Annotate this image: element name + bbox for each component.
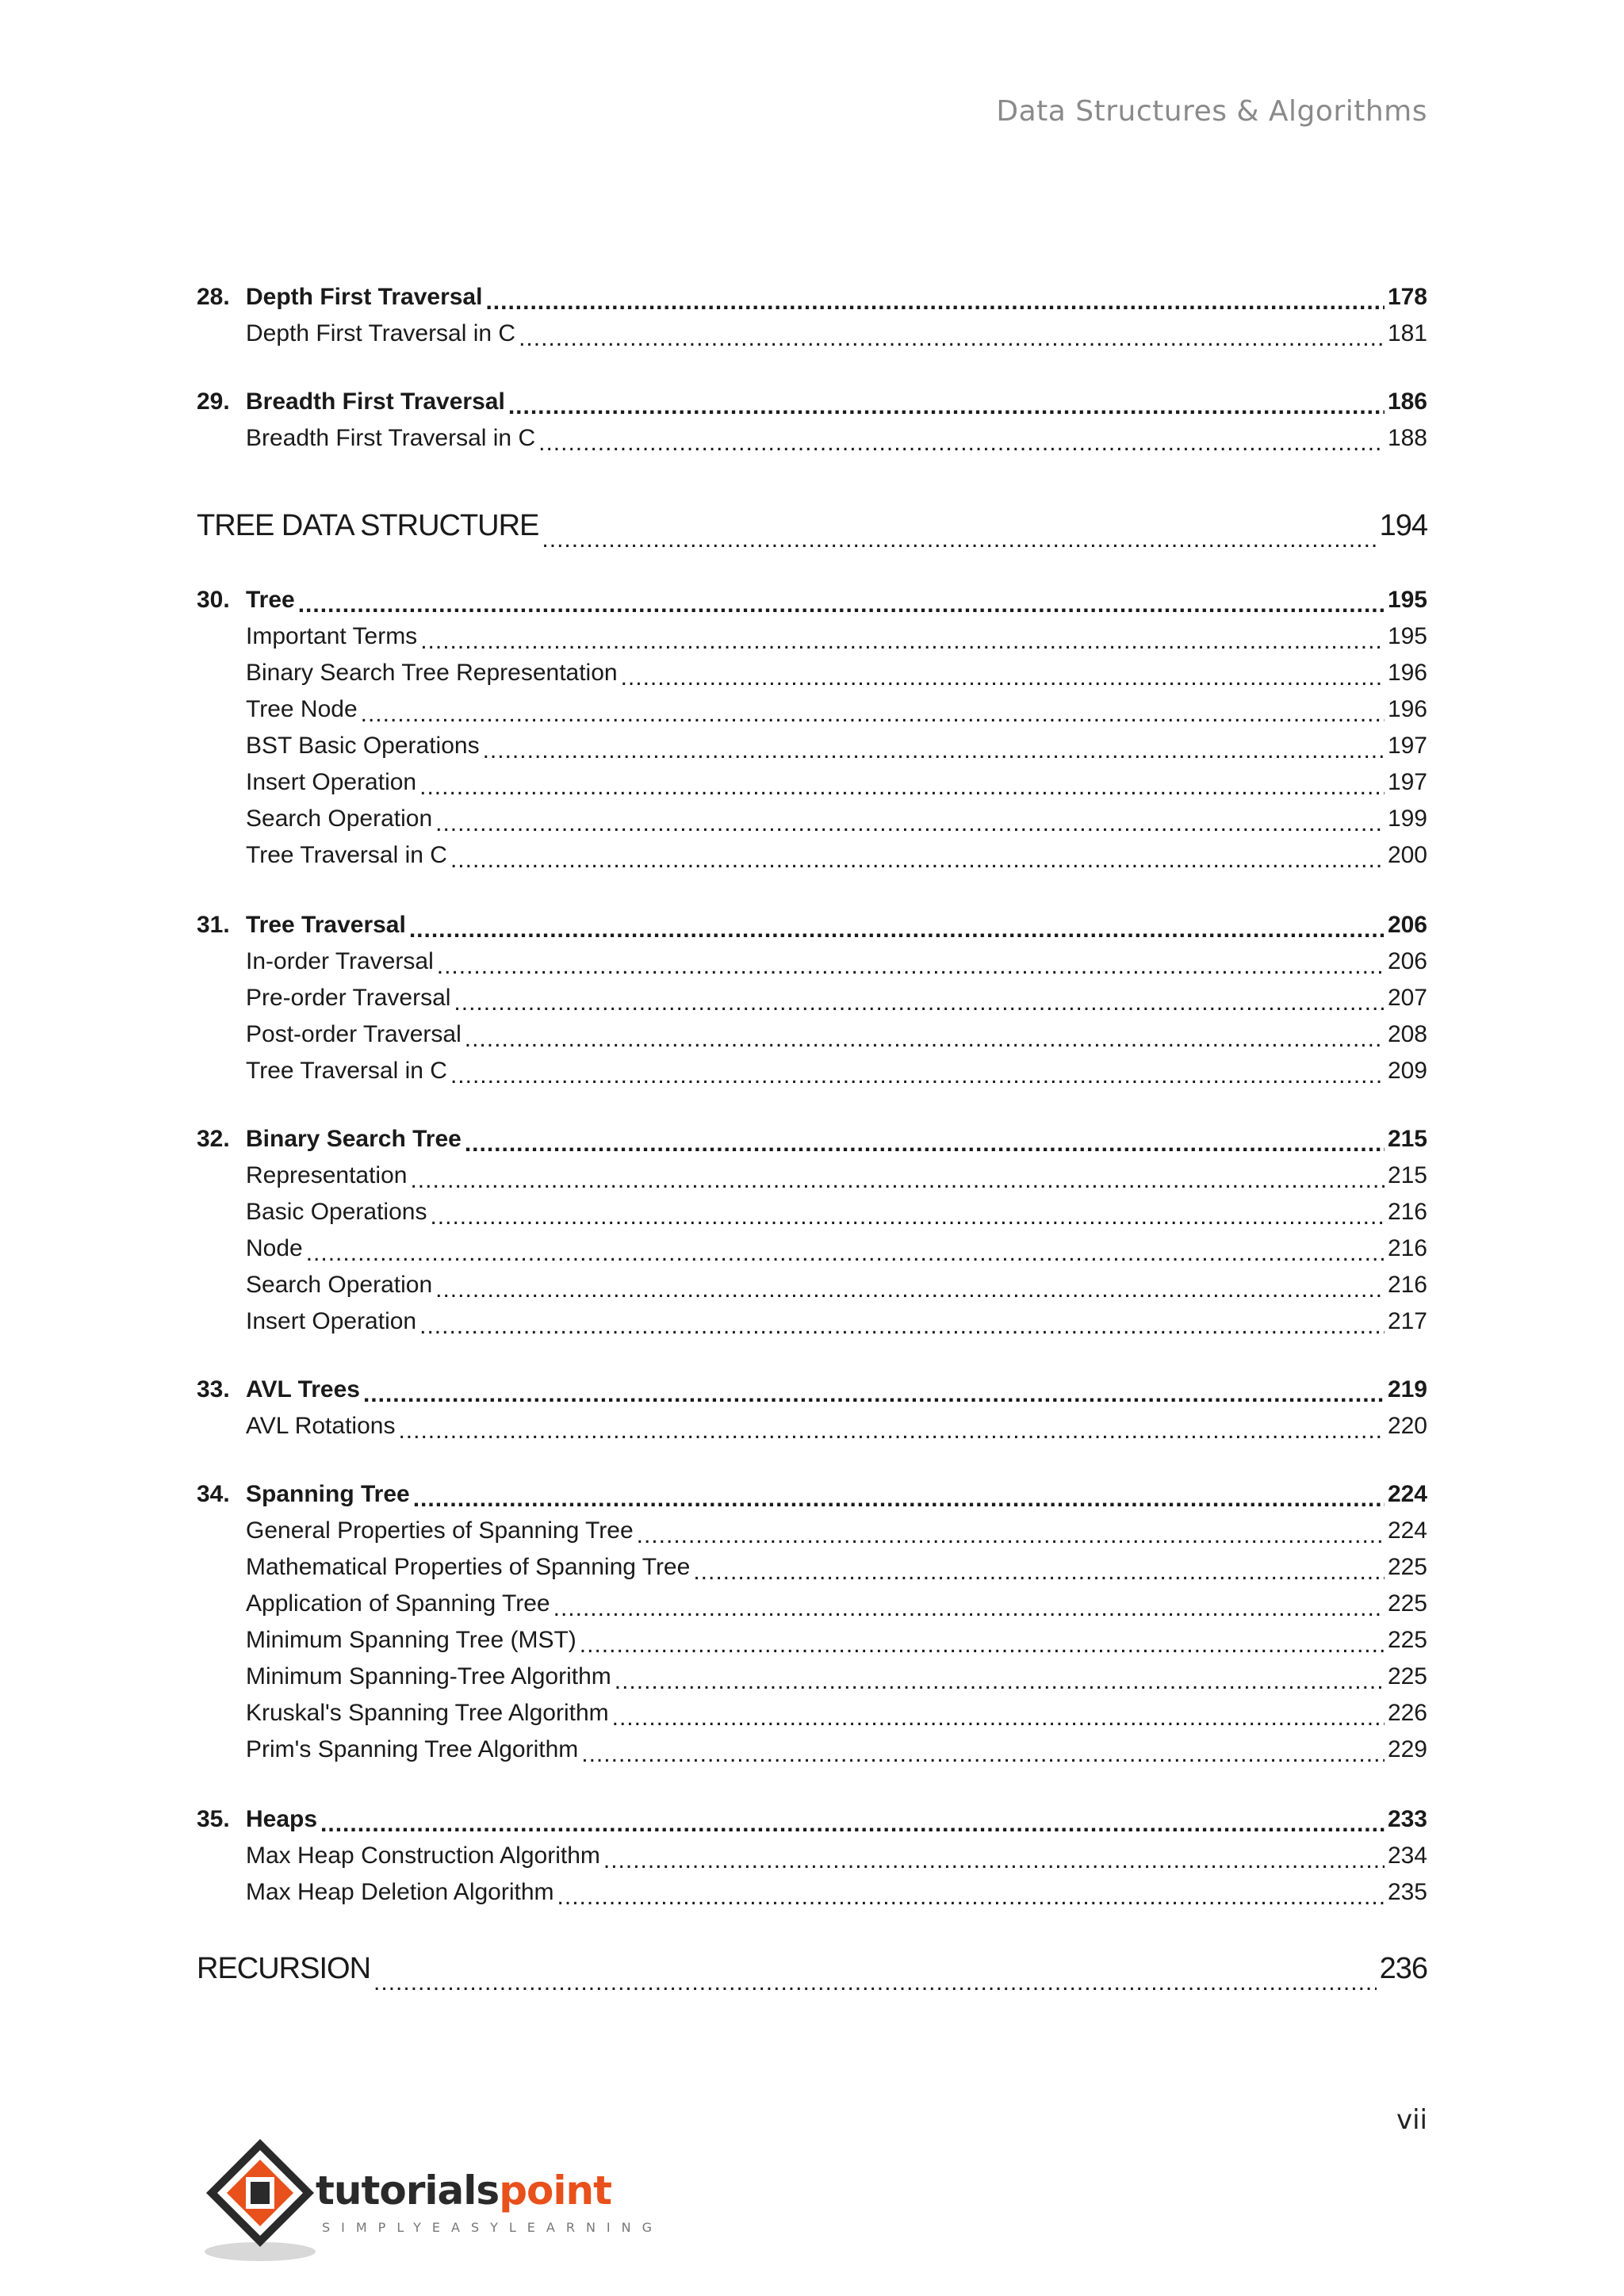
toc-entry-title: Insert Operation (246, 1308, 417, 1334)
toc-chapter-entry[interactable] (197, 587, 1427, 618)
toc-dot-leader (363, 1384, 1385, 1408)
toc-page-number: 196 (1387, 660, 1427, 686)
toc-page-number: 229 (1387, 1736, 1427, 1762)
toc-entry-title: Depth First Traversal (246, 284, 483, 310)
toc-entry-title: Spanning Tree (246, 1481, 410, 1507)
toc-page-number: 235 (1387, 1879, 1427, 1905)
toc-entry-title: Pre-order Traversal (246, 985, 451, 1011)
toc-dot-leader (420, 631, 1385, 655)
toc-entry-title: Depth First Traversal in C (246, 320, 516, 346)
toc-section-entry[interactable] (197, 948, 1427, 980)
toc-page-number: 215 (1387, 1126, 1427, 1152)
toc-page-number: 216 (1387, 1272, 1427, 1298)
toc-section-entry[interactable] (197, 1199, 1427, 1230)
toc-part-entry[interactable] (197, 1952, 1427, 1996)
toc-page-number: 188 (1387, 425, 1427, 451)
toc-entry-title: Search Operation (246, 806, 433, 832)
toc-section-entry[interactable] (197, 985, 1427, 1016)
toc-section-entry[interactable] (197, 1413, 1427, 1445)
toc-dot-leader (454, 993, 1385, 1016)
toc-page-number: 178 (1387, 284, 1427, 310)
toc-entry-title: Post-order Traversal (246, 1021, 462, 1047)
toc-entry-title: Application of Spanning Tree (246, 1590, 550, 1617)
toc-dot-leader (437, 956, 1385, 980)
toc-page-number: 195 (1387, 587, 1427, 613)
toc-dot-leader (581, 1744, 1385, 1768)
toc-entry-title: Representation (246, 1162, 408, 1188)
toc-entry-title: Tree Node (246, 696, 358, 722)
toc-entry-title: Node (246, 1235, 303, 1261)
toc-section-entry[interactable] (197, 623, 1427, 655)
toc-entry-title: Binary Search Tree (246, 1126, 462, 1152)
toc-page-number: 224 (1387, 1517, 1427, 1544)
toc-dot-leader (435, 1280, 1385, 1303)
toc-entry-title: In-order Traversal (246, 948, 434, 974)
toc-page-number: 216 (1387, 1199, 1427, 1225)
toc-entry-title: Max Heap Construction Algorithm (246, 1843, 600, 1869)
toc-page-number: 225 (1387, 1590, 1427, 1617)
toc-page-number: 208 (1387, 1021, 1427, 1047)
toc-section-entry[interactable] (197, 733, 1427, 764)
toc-dot-leader (483, 740, 1385, 764)
toc-page-number: 225 (1387, 1627, 1427, 1653)
toc-dot-leader (580, 1635, 1385, 1659)
toc-section-entry[interactable] (197, 1627, 1427, 1659)
toc-dot-leader (409, 920, 1385, 943)
toc-page-number: 197 (1387, 769, 1427, 795)
tutorialspoint-logo (197, 2133, 664, 2267)
toc-dot-leader (693, 1562, 1385, 1586)
toc-entry-title: Minimum Spanning-Tree Algorithm (246, 1663, 611, 1689)
toc-dot-leader (419, 777, 1385, 801)
toc-section-entry[interactable] (197, 1554, 1427, 1586)
toc-dot-leader (435, 813, 1385, 837)
toc-chapter-entry[interactable] (197, 912, 1427, 943)
toc-dot-leader (603, 1850, 1385, 1874)
toc-entry-title: Tree Traversal in C (246, 1058, 447, 1084)
toc-dot-leader (450, 850, 1385, 874)
toc-page-number: 220 (1387, 1413, 1427, 1439)
toc-section-entry[interactable] (197, 660, 1427, 691)
toc-section-entry[interactable] (197, 425, 1427, 457)
toc-part-entry[interactable] (197, 509, 1427, 553)
toc-section-entry[interactable] (197, 320, 1427, 352)
toc-section-entry[interactable] (197, 1021, 1427, 1053)
toc-chapter-number: 33. (197, 1376, 230, 1402)
toc-section-entry[interactable] (197, 1517, 1427, 1549)
toc-page-number: 226 (1387, 1700, 1427, 1726)
toc-page-number: 225 (1387, 1554, 1427, 1580)
toc-dot-leader (637, 1525, 1385, 1549)
toc-dot-leader (373, 1966, 1377, 1996)
toc-dot-leader (398, 1421, 1385, 1445)
toc-page-number: 219 (1387, 1376, 1427, 1402)
toc-page-number: 200 (1387, 842, 1427, 868)
toc-entry-title: Heaps (246, 1806, 318, 1832)
toc-dot-leader (410, 1170, 1384, 1194)
toc-page-number: 186 (1387, 388, 1427, 415)
toc-dot-leader (485, 292, 1384, 316)
toc-page-number: 181 (1387, 320, 1427, 346)
toc-dot-leader (553, 1598, 1385, 1622)
toc-chapter-number: 28. (197, 284, 230, 310)
toc-dot-leader (557, 1887, 1385, 1911)
toc-page-number: 199 (1387, 806, 1427, 832)
page-number: vii (1396, 2104, 1427, 2136)
toc-entry-title: Prim's Spanning Tree Algorithm (246, 1736, 579, 1762)
toc-section-entry[interactable] (197, 806, 1427, 837)
logo-tagline: SIMPLYEASYLEARNING (322, 2220, 664, 2235)
toc-page-number: 207 (1387, 985, 1427, 1011)
toc-dot-leader (306, 1243, 1385, 1267)
toc-chapter-entry[interactable] (197, 284, 1427, 316)
toc-section-entry[interactable] (197, 1843, 1427, 1874)
toc-page-number: 197 (1387, 733, 1427, 759)
toc-page-number: 194 (1379, 509, 1427, 542)
toc-chapter-entry[interactable] (197, 1806, 1427, 1838)
toc-section-entry[interactable] (197, 696, 1427, 728)
toc-chapter-entry[interactable] (197, 1376, 1427, 1408)
toc-entry-title: Basic Operations (246, 1199, 427, 1225)
toc-section-entry[interactable] (197, 1058, 1427, 1089)
toc-section-entry[interactable] (197, 842, 1427, 874)
toc-dot-leader (413, 1489, 1385, 1513)
toc-entry-title: Breadth First Traversal in C (246, 425, 536, 451)
toc-page-number: 206 (1387, 948, 1427, 974)
toc-page-number: 236 (1379, 1952, 1427, 1985)
toc-section-entry[interactable] (197, 1663, 1427, 1695)
toc-section-entry[interactable] (197, 1235, 1427, 1267)
toc-section-entry[interactable] (197, 1879, 1427, 1911)
toc-chapter-number: 29. (197, 388, 230, 415)
toc-entry-title: AVL Rotations (246, 1413, 396, 1439)
toc-chapter-entry[interactable] (197, 1126, 1427, 1158)
toc-page-number: 224 (1387, 1481, 1427, 1507)
toc-entry-title: Search Operation (246, 1272, 433, 1298)
toc-section-entry[interactable] (197, 769, 1427, 801)
toc-entry-title: General Properties of Spanning Tree (246, 1517, 634, 1544)
toc-entry-title: Minimum Spanning Tree (MST) (246, 1627, 576, 1653)
toc-page-number: 216 (1387, 1235, 1427, 1261)
toc-section-entry[interactable] (197, 1272, 1427, 1303)
toc-chapter-number: 31. (197, 912, 230, 938)
toc-dot-leader (465, 1029, 1385, 1053)
toc-entry-title: Tree Traversal in C (246, 842, 447, 868)
toc-dot-leader (320, 1814, 1385, 1838)
toc-dot-leader (615, 1671, 1385, 1695)
toc-chapter-number: 35. (197, 1806, 230, 1832)
toc-page-number: 196 (1387, 696, 1427, 722)
toc-chapter-number: 30. (197, 587, 230, 613)
toc-section-entry[interactable] (197, 1736, 1427, 1768)
toc-dot-leader (465, 1134, 1385, 1158)
toc-entry-title: Tree (246, 587, 295, 613)
toc-entry-title: Binary Search Tree Representation (246, 660, 618, 686)
toc-dot-leader (542, 523, 1376, 553)
toc-entry-title: Mathematical Properties of Spanning Tree (246, 1554, 691, 1580)
toc-entry-title: Important Terms (246, 623, 418, 649)
logo-mark-icon (197, 2133, 324, 2267)
toc-dot-leader (538, 433, 1385, 457)
toc-chapter-number: 32. (197, 1126, 230, 1152)
toc-chapter-entry[interactable] (197, 388, 1427, 420)
toc-section-entry[interactable] (197, 1700, 1427, 1732)
toc-page-number: 195 (1387, 623, 1427, 649)
toc-entry-title: RECURSION (197, 1952, 371, 1985)
toc-chapter-number: 34. (197, 1481, 230, 1507)
toc-entry-title: Tree Traversal (246, 912, 406, 938)
toc-chapter-entry[interactable] (197, 1481, 1427, 1513)
toc-section-entry[interactable] (197, 1590, 1427, 1622)
toc-section-entry[interactable] (197, 1308, 1427, 1340)
toc-section-entry[interactable] (197, 1162, 1427, 1194)
toc-page-number: 215 (1387, 1162, 1427, 1188)
toc-entry-title: Breadth First Traversal (246, 388, 505, 415)
toc-page-number: 206 (1387, 912, 1427, 938)
toc-dot-leader (450, 1066, 1385, 1089)
toc-entry-title: BST Basic Operations (246, 733, 480, 759)
toc-entry-title: TREE DATA STRUCTURE (197, 509, 539, 542)
toc-page-number: 217 (1387, 1308, 1427, 1334)
toc-dot-leader (419, 1316, 1385, 1340)
toc-page-number: 209 (1387, 1058, 1427, 1084)
toc-entry-title: Max Heap Deletion Algorithm (246, 1879, 554, 1905)
toc-dot-leader (430, 1207, 1384, 1230)
toc-entry-title: Insert Operation (246, 769, 417, 795)
toc-page-number: 225 (1387, 1663, 1427, 1689)
toc-dot-leader (361, 704, 1385, 728)
running-header: Data Structures & Algorithms (996, 95, 1427, 128)
toc-page-number: 233 (1387, 1806, 1427, 1832)
logo-wordmark: tutorialspoint (316, 2168, 611, 2214)
toc-dot-leader (298, 595, 1385, 618)
toc-dot-leader (612, 1708, 1385, 1732)
toc-entry-title: Kruskal's Spanning Tree Algorithm (246, 1700, 609, 1726)
toc-dot-leader (508, 396, 1385, 420)
toc-page-number: 234 (1387, 1843, 1427, 1869)
toc-entry-title: AVL Trees (246, 1376, 360, 1402)
toc-dot-leader (519, 328, 1385, 352)
toc-dot-leader (621, 668, 1385, 691)
